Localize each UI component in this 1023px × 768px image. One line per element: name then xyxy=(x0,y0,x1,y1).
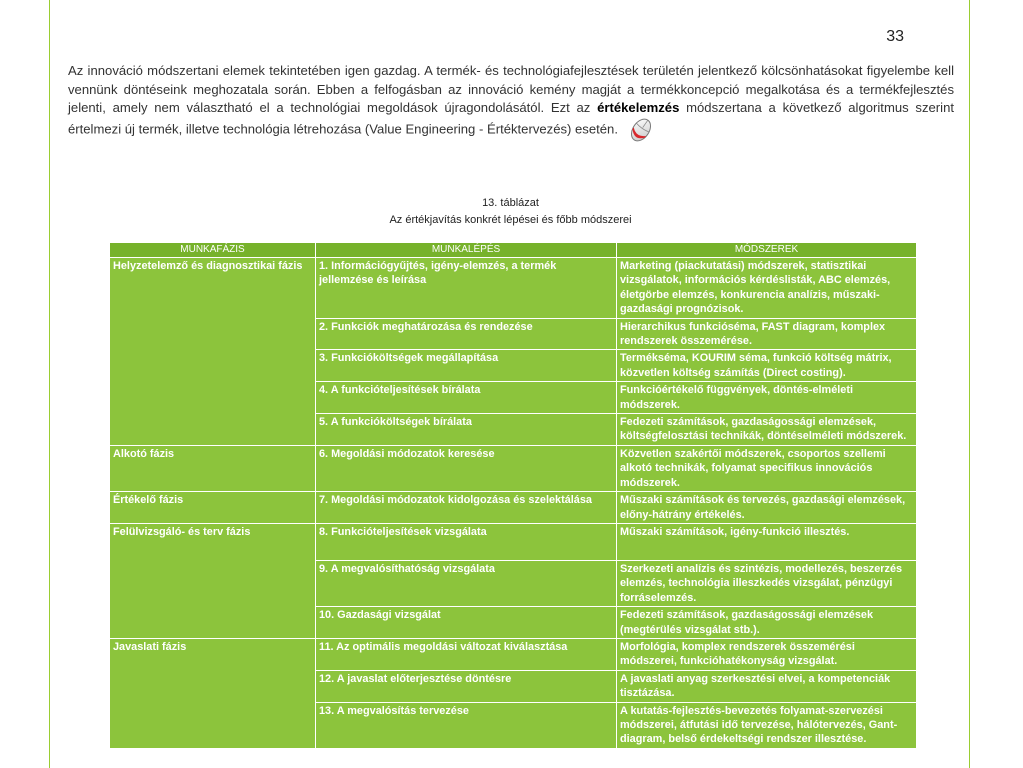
table-number: 13. táblázat xyxy=(482,197,539,209)
intro-text-after: módszertana a következő algoritmus szerint értelmezi új termék, illetve technológia létrehozása (Value Engineering - Értéktervezés) esetén. xyxy=(68,100,954,137)
step-cell: 13. A megvalósítás tervezése xyxy=(316,702,617,748)
phase-cell: Alkotó fázis xyxy=(110,445,316,491)
step-cell: 3. Funkcióköltségek megállapítása xyxy=(316,350,617,382)
intro-bold-term: értékelemzés xyxy=(597,100,680,116)
phase-cell: Felülvizsgáló- és terv fázis xyxy=(110,523,316,638)
method-cell: Fedezeti számítások, gazdaságossági elemzések (megtérülés vizsgálat stb.). xyxy=(617,607,917,639)
step-cell: 6. Megoldási módozatok keresése xyxy=(316,445,617,491)
table-row xyxy=(110,638,917,670)
table-header-row xyxy=(110,243,917,258)
method-cell: Hierarchikus funkcióséma, FAST diagram, komplex rendszerek összemérése. xyxy=(617,318,917,350)
intro-paragraph xyxy=(68,62,954,142)
slide xyxy=(49,0,970,768)
phase-cell: Javaslati fázis xyxy=(110,638,316,748)
mouse-icon[interactable] xyxy=(626,118,656,142)
phase-cell: Helyzetelemző és diagnosztikai fázis xyxy=(110,258,316,446)
method-cell: Szerkezeti analízis és szintézis, modellezés, beszerzés elemzés, technológia illeszkedés vizsgálat, pénzügyi forráselemzés. xyxy=(617,560,917,606)
method-cell: Funkcióértékelő függvények, döntés-elméleti módszerek. xyxy=(617,382,917,414)
method-cell: Fedezeti számítások, gazdaságossági elemzések, költségfelosztási technikák, döntéselméleti módszerek. xyxy=(617,414,917,446)
header-munkalepes: MUNKALÉPÉS xyxy=(316,243,617,258)
method-table xyxy=(109,242,917,749)
method-cell: Termékséma, KOURIM séma, funkció költség mátrix, közvetlen költség számítás (Direct costing). xyxy=(617,350,917,382)
method-cell: Morfológia, komplex rendszerek összemérési módszerei, funkcióhatékonyság vizsgálat. xyxy=(617,638,917,670)
table-title: Az értékjavítás konkrét lépései és főbb módszerei xyxy=(389,214,632,226)
step-cell: 8. Funkcióteljesítések vizsgálata xyxy=(316,523,617,560)
step-cell: 11. Az optimális megoldási változat kiválasztása xyxy=(316,638,617,670)
step-cell: 9. A megvalósíthatóság vizsgálata xyxy=(316,560,617,606)
header-modszerek: MÓDSZEREK xyxy=(617,243,917,258)
page-number: 33 xyxy=(886,28,904,45)
step-cell: 10. Gazdasági vizsgálat xyxy=(316,607,617,639)
table-row xyxy=(110,445,917,491)
method-cell: Műszaki számítások, igény-funkció illesztés. xyxy=(617,523,917,560)
step-cell: 2. Funkciók meghatározása és rendezése xyxy=(316,318,617,350)
step-cell: 1. Információgyűjtés, igény-elemzés, a termék jellemzése és leírása xyxy=(316,258,617,319)
method-cell: A javaslati anyag szerkesztési elvei, a kompetenciák tisztázása. xyxy=(617,670,917,702)
method-cell: Marketing (piackutatási) módszerek, statisztikai vizsgálatok, információs kérdéslisták, ABC elemzés, életgörbe elemzés, konkurencia analízis, műszaki-gazdasági prognózisok. xyxy=(617,258,917,319)
step-cell: 12. A javaslat előterjesztése döntésre xyxy=(316,670,617,702)
table-row xyxy=(110,492,917,524)
method-cell: Műszaki számítások és tervezés, gazdasági elemzések, előny-hátrány értékelés. xyxy=(617,492,917,524)
table-row xyxy=(110,258,917,319)
step-cell: 4. A funkcióteljesítések bírálata xyxy=(316,382,617,414)
step-cell: 5. A funkcióköltségek bírálata xyxy=(316,414,617,446)
intro-text-before: Az innováció módszertani elemek tekintetében igen gazdag. A termék- és technológiafejlesztések területén jelentkező kölcsönhatásokat figyelembe kell vennünk döntéseink meghozatala során. Ebben a felfogásban az innováció kemény magját a termékkoncepció megalkotása és a termékfejlesztés jelenti, amely nem választható el a technológiai megoldások újragondolásától. Ezt az xyxy=(68,63,954,116)
method-cell: Közvetlen szakértői módszerek, csoportos szellemi alkotó technikák, folyamat specifikus innovációs módszerek. xyxy=(617,445,917,491)
method-cell: A kutatás-fejlesztés-bevezetés folyamat-szervezési módszerei, átfutási idő tervezése, hálótervezés, Gant-diagram, belső érdekeltségi rendszer illesztése. xyxy=(617,702,917,748)
header-munkafazis: MUNKAFÁZIS xyxy=(110,243,316,258)
step-cell: 7. Megoldási módozatok kidolgozása és szelektálása xyxy=(316,492,617,524)
phase-cell: Értékelő fázis xyxy=(110,492,316,524)
table-row xyxy=(110,523,917,560)
